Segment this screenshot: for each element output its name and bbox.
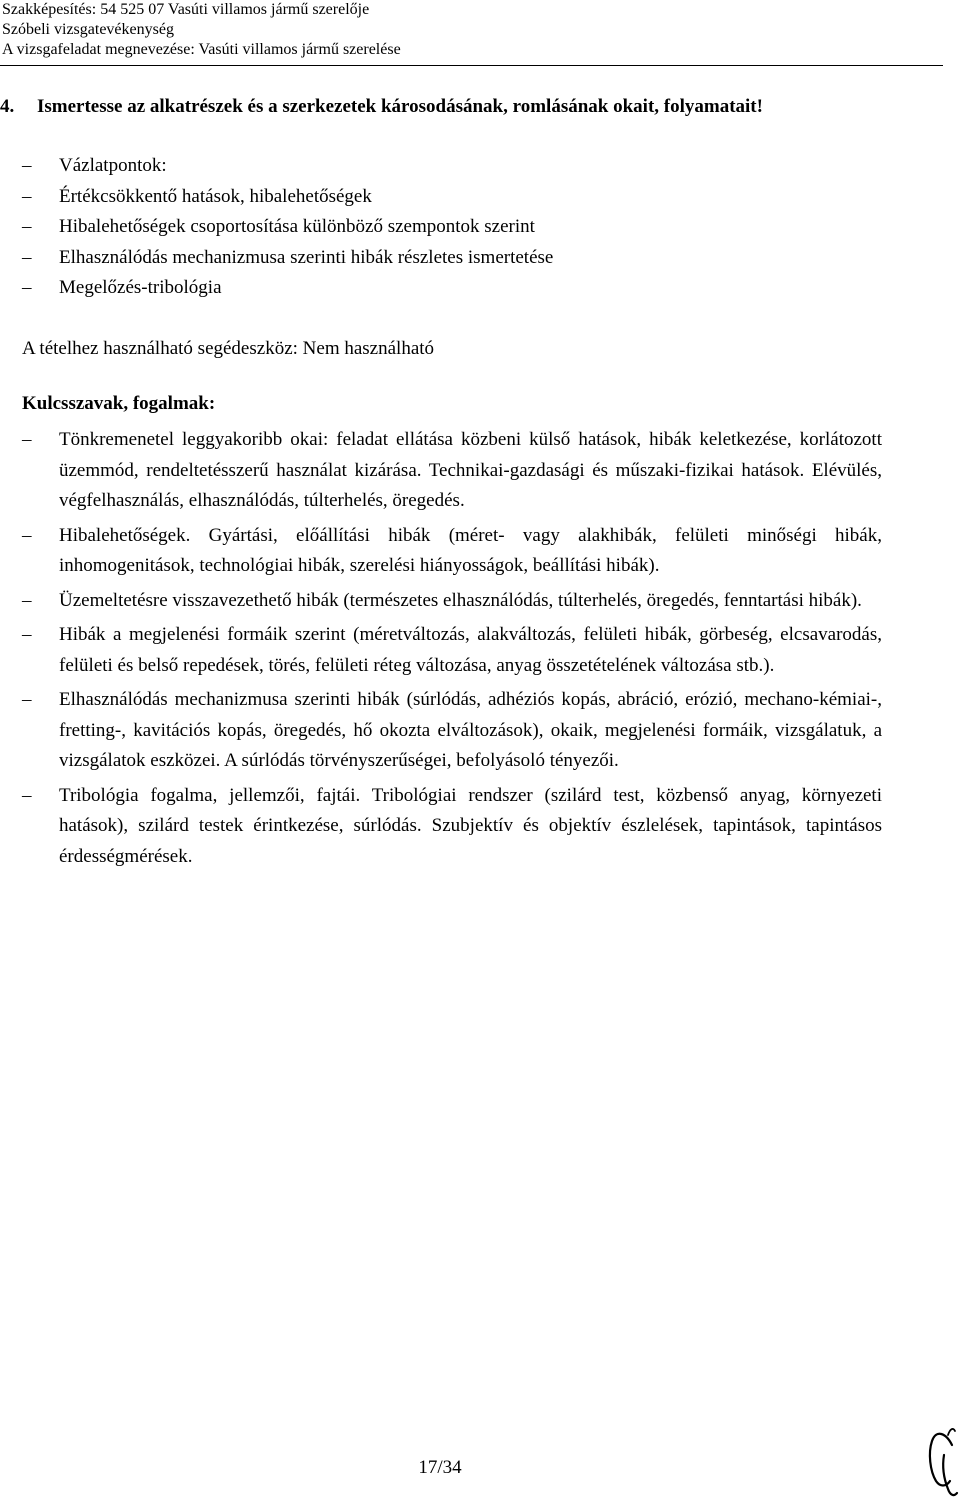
keyword-item <box>22 781 882 873</box>
keywords-title: Kulcsszavak, fogalmak: <box>22 393 216 414</box>
outline-item-text: Elhasználódás mechanizmusa szerinti hibák részletes ismertetése <box>59 246 554 268</box>
outline-item <box>22 243 882 274</box>
outline-item-text: Hibalehetőségek csoportosítása különböző szempontok szerint <box>59 216 535 237</box>
question-text: Ismertesse az alkatrészek és a szerkezetek károsodásának, romlásának okait, folyamatait! <box>37 96 763 117</box>
dash-bullet: – <box>22 216 32 237</box>
header-divider <box>0 65 943 66</box>
dash-bullet: – <box>22 246 32 268</box>
page-number: 17/34 <box>418 1457 462 1478</box>
keyword-item-text: Tribológia fogalma, jellemzői, fajtái. Tribológiai rendszer (szilárd test, közbenső anyag, környezeti hatások), szilárd testek érintkezése, súrlódás. Szubjektív és objektív észlelések, tapintások, tapintásos érdességmérések. <box>59 784 882 867</box>
dash-bullet: – <box>22 524 32 546</box>
keyword-item-text: Üzemeltetésre visszavezethető hibák (természetes elhasználódás, túlterhelés, öregedés, fenntartási hibák). <box>59 589 862 611</box>
header-task-name: A vizsgafeladat megnevezése: Vasúti villamos jármű szerelése <box>2 41 401 58</box>
dash-bullet: – <box>22 277 32 298</box>
outline-item <box>22 212 882 243</box>
keyword-item-text: Hibák a megjelenési formáik szerint (méretváltozás, alakváltozás, felületi hibák, görbeség, elcsavarodás, felületi és belső repedések, törés, felületi réteg változása, anyag összetételének változása stb.). <box>59 624 882 676</box>
outline-list <box>22 151 882 304</box>
keyword-item <box>22 521 882 582</box>
outline-item-text: Értékcsökkentő hatások, hibalehetőségek <box>59 185 372 207</box>
keyword-item <box>22 425 882 517</box>
handwritten-signature-icon <box>922 1415 960 1503</box>
outline-item-text: Megelőzés-tribológia <box>59 277 222 298</box>
keyword-item <box>22 620 882 681</box>
question-number: 4. <box>0 96 15 117</box>
header-exam-type: Szóbeli vizsgatevékenység <box>2 21 174 38</box>
outline-item <box>22 182 882 213</box>
allowed-aids-line: A tételhez használható segédeszköz: Nem használható <box>22 338 435 359</box>
keyword-item <box>22 586 882 617</box>
dash-bullet: – <box>22 185 32 207</box>
dash-bullet: – <box>22 624 32 645</box>
dash-bullet: – <box>22 589 32 611</box>
dash-bullet: – <box>22 784 32 806</box>
outline-heading: Vázlatpontok: <box>59 155 167 176</box>
outline-item <box>22 151 882 182</box>
keyword-item-text: Tönkremenetel leggyakoribb okai: feladat ellátása közbeni külső hatások, hibák keletkezése, korlátozott üzemmód, rendeltetésszerű használat kizárása. Technikai-gazdasági és műszaki-fizikai hatások. Elévülés, végfelhasználás, elhasználódás, túlterhelés, öregedés. <box>59 429 882 511</box>
document-header <box>2 0 942 60</box>
outline-item <box>22 273 882 304</box>
header-qualification: Szakképesítés: 54 525 07 Vasúti villamos jármű szerelője <box>2 1 370 18</box>
keyword-item <box>22 685 882 777</box>
keyword-item-text: Hibalehetőségek. Gyártási, előállítási hibák (méret- vagy alakhibák, felületi minőségi hibák, inhomogenitások, technológiai hibák, szerelési hiányosságok, beállítási hibák). <box>59 524 882 576</box>
keyword-item-text: Elhasználódás mechanizmusa szerinti hibák (súrlódás, adhéziós kopás, abráció, erózió, mechano-kémiai-, fretting-, kavitációs kopás, öregedés, hő okozta elváltozások), okaik, megjelenési formáik, vizsgálatuk, a vizsgálatok eszközei. A súrlódás törvényszerűségei, befolyásoló tényezői. <box>59 689 882 771</box>
keywords-list <box>22 425 882 872</box>
dash-bullet: – <box>22 429 32 450</box>
dash-bullet: – <box>22 155 32 176</box>
dash-bullet: – <box>22 689 32 710</box>
